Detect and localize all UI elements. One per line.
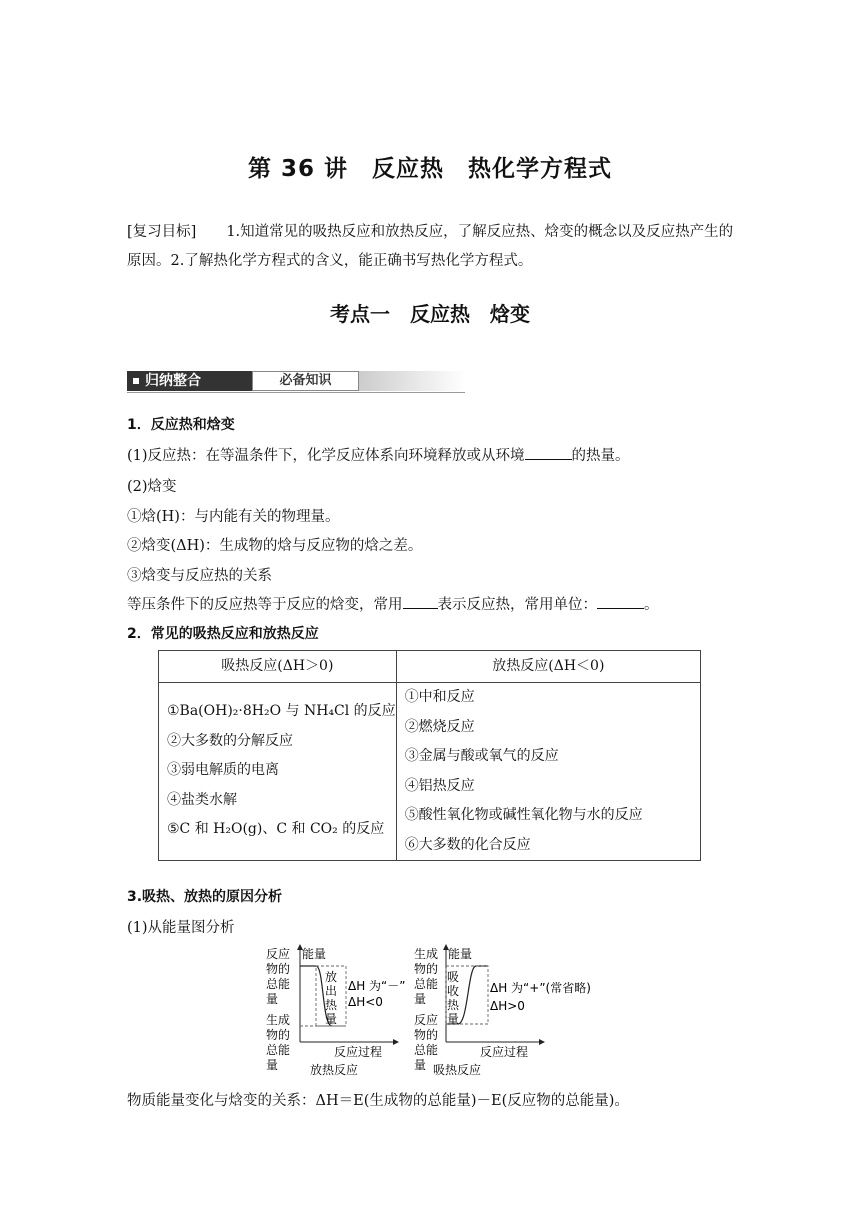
energy-diagrams [262,944,591,1079]
section-banner [127,369,465,393]
svg-text:量: 量 [414,992,427,1006]
svg-text:量: 量 [266,992,279,1006]
list-item: ①中和反应 [404,689,475,705]
svg-text:量: 量 [414,1058,427,1072]
svg-text:收: 收 [447,984,460,998]
list-item: ⑤酸性氧化物或碱性氧化物与水的反应 [404,807,643,823]
svg-text:物的: 物的 [414,962,439,976]
svg-text:出: 出 [325,984,338,998]
svg-text:总能: 总能 [414,1043,439,1057]
y-axis-label: 能量 [448,947,473,961]
s1-heading: 1．反应热和焓变 [127,417,235,433]
list-item: ⑤C 和 H₂O(g)、C 和 CO₂ 的反应 [167,821,385,837]
svg-text:生成: 生成 [266,1013,291,1027]
fill-blank [525,445,572,460]
table-header-exo: 放热反应(ΔH＜0) [396,651,700,683]
s1-line-4: ②焓变(ΔH)：生成物的焓与反应物的焓之差。 [127,538,423,554]
list-item: ⑥大多数的化合反应 [404,836,531,853]
s2-heading: 2．常见的吸热反应和放热反应 [127,626,319,642]
s1-line-6-pre: 等压条件下的反应热等于反应的焓变，常用 [127,597,403,613]
diagram-caption: 吸热反应 [433,1063,482,1077]
s1-line-3: ①焓(H)：与内能有关的物理量。 [127,509,340,525]
heat-released-label [325,970,338,1026]
endo-cell [159,683,397,861]
diagram-endothermic [414,946,591,1077]
svg-text:反应: 反应 [414,1013,439,1027]
list-item: ②大多数的分解反应 [167,732,293,749]
s3-heading: 3.吸热、放热的原因分析 [127,889,283,905]
svg-text:量: 量 [325,1012,338,1026]
svg-text:总能: 总能 [266,977,291,991]
list-item: ④盐类水解 [167,791,237,808]
x-axis-label: 反应过程 [334,1045,383,1059]
delta-h-sign-note: ΔH 为“+”(常省略) [490,981,591,995]
svg-text:量: 量 [266,1058,279,1072]
list-item: ③金属与酸或氧气的反应 [404,748,559,764]
svg-text:物的: 物的 [266,962,291,976]
banner-fade [359,371,465,391]
delta-h-sign-note: ΔH 为“－” [348,979,406,993]
svg-text:放: 放 [325,970,338,984]
reactant-label [266,946,290,1006]
list-item: ①Ba(OH)₂·8H₂O 与 NH₄Cl 的反应 [167,703,396,719]
s1-line-1-post: 的热量。 [571,448,630,464]
svg-text:量: 量 [447,1012,460,1026]
fill-blank [597,594,644,609]
delta-h-note: ΔH<0 [348,995,383,1009]
svg-text:总能: 总能 [414,977,439,991]
s1-line-2: (2)焓变 [127,479,177,495]
product-label [414,946,438,1006]
diagram-exothermic [266,946,405,1077]
energy-curve [458,966,488,1024]
svg-text:物的: 物的 [266,1028,291,1042]
svg-text:热: 热 [325,998,338,1012]
delta-h-note: ΔH>0 [490,999,525,1013]
energy-relation: 物质能量变化与焓变的关系：ΔH＝E(生成物的总能量)－E(反应物的总能量)。 [127,1093,629,1109]
list-item: ④铝热反应 [404,777,475,794]
svg-text:吸: 吸 [447,970,460,984]
exo-cell [396,683,700,861]
svg-text:热: 热 [447,998,460,1012]
s1-line-5: ③焓变与反应热的关系 [127,568,272,584]
review-goals [127,218,735,276]
svg-text:生成: 生成 [414,947,439,961]
svg-text:总能: 总能 [266,1043,291,1057]
y-axis-label: 能量 [302,947,327,961]
diagram-caption: 放热反应 [310,1063,359,1077]
s1-line-1 [127,444,630,465]
page-title: 第 36 讲 反应热 热化学方程式 [247,156,613,182]
s1-line-1-pre: (1)反应热：在等温条件下，化学反应体系向环境释放或从环境 [127,448,525,464]
review-goal-tag: [复习目标] [127,224,197,240]
banner-label-left: 归纳整合 [127,371,252,391]
list-item: ③弱电解质的电离 [167,762,279,778]
heat-absorbed-label [447,970,460,1026]
review-goal-text: 1.知道常见的吸热反应和放热反应，了解反应热、焓变的概念以及反应热产生的原因。2.了解热化学方程式的含义，能正确书写热化学方程式。 [127,224,734,269]
s1-line-6-post: 。 [644,597,659,613]
s3-sub: (1)从能量图分析 [127,920,235,936]
svg-text:物的: 物的 [414,1028,439,1042]
list-item: ②燃烧反应 [404,718,475,735]
banner-label-right: 必备知识 [252,371,359,391]
product-label [266,1012,290,1072]
x-axis-label: 反应过程 [480,1045,529,1059]
s1-line-6 [127,593,659,614]
section-title: 考点一 反应热 焓变 [330,302,530,326]
fill-blank [403,594,438,609]
s1-line-6-mid: 表示反应热，常用单位： [437,597,597,613]
banner-rule [127,392,465,393]
reaction-table [158,650,701,861]
table-header-endo: 吸热反应(ΔH＞0) [159,651,397,683]
svg-text:反应: 反应 [266,947,291,961]
